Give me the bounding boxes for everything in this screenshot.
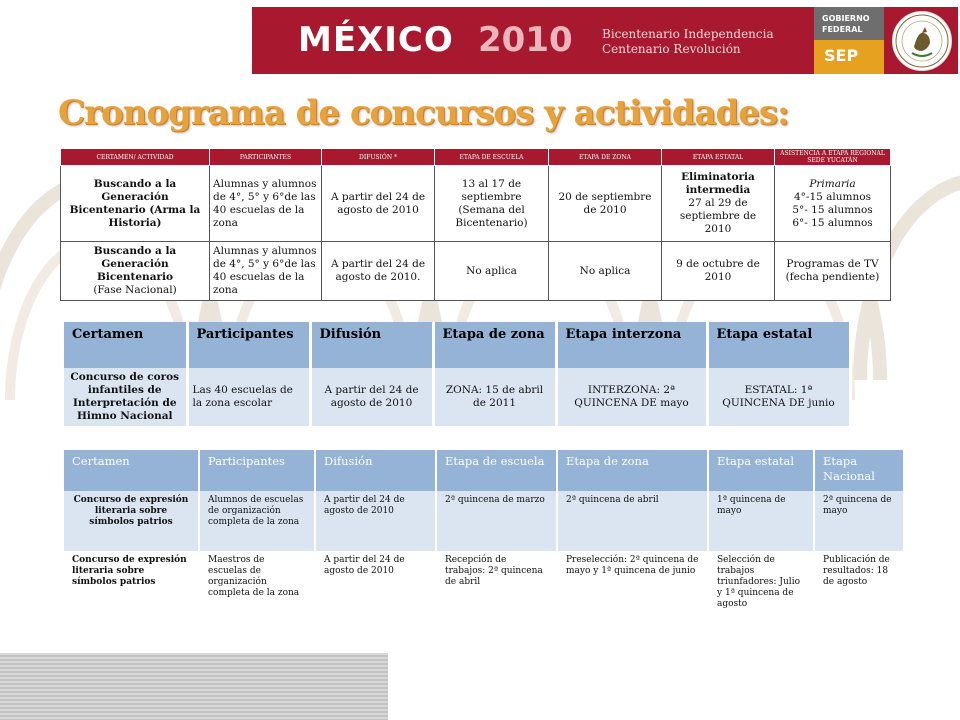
- column-header: CERTAMEN/ ACTIVIDAD: [61, 149, 210, 166]
- page-title: Cronograma de concursos y actividades:: [58, 93, 789, 133]
- banner-year-text: 2010: [478, 20, 573, 60]
- cell-line: 27 al 29 de septiembre de 2010: [679, 197, 757, 235]
- table-row: [64, 491, 904, 551]
- column-header: Etapa interzona: [556, 322, 707, 368]
- cell-line: Buscando a la Generación Bicentenario: [93, 245, 177, 283]
- table-cell: 20 de septiembre de 2010: [549, 166, 662, 242]
- table-cell: ZONA: 15 de abril de 2011: [433, 368, 556, 426]
- column-header: Certamen: [64, 450, 199, 491]
- national-seal-icon: [892, 11, 952, 71]
- table-cell: Las 40 escuelas de la zona escolar: [187, 368, 310, 426]
- table-cell: 9 de octubre de 2010: [662, 242, 775, 301]
- table-row: [64, 368, 850, 426]
- table-cell: A partir del 24 de agosto de 2010: [315, 491, 436, 551]
- column-header: Etapa de escuela: [436, 450, 557, 491]
- column-header: Difusión: [315, 450, 436, 491]
- table-cell: Preselección: 2ª quincena de mayo y 1ª quincena de junio: [557, 551, 708, 627]
- table-cell: Concurso de expresión literaria sobre símbolos patrios: [64, 551, 199, 627]
- cell-line: 6°- 15 alumnos: [792, 216, 873, 229]
- column-header: ETAPA DE ZONA: [549, 149, 662, 166]
- table-cell: 2ª quincena de abril: [557, 491, 708, 551]
- table-cell: A partir del 24 de agosto de 2010.: [322, 242, 435, 301]
- table-cell: Publicación de resultados: 18 de agosto: [814, 551, 904, 627]
- table-header-row: [64, 322, 850, 368]
- cell-line: Eliminatoria intermedia: [681, 171, 755, 196]
- table-cell: [61, 242, 210, 301]
- table-cell: A partir del 24 de agosto de 2010: [322, 166, 435, 242]
- table-cell: Buscando a la Generación Bicentenario (Arma la Historia): [61, 166, 210, 242]
- schedule-table-1: [60, 148, 891, 301]
- banner-line-1: Bicentenario Independencia: [602, 27, 774, 41]
- column-header: Participantes: [187, 322, 310, 368]
- sep-logo: SEP: [814, 40, 884, 74]
- table-cell: Alumnas y alumnos de 4°, 5° y 6°de las 40 escuelas de la zona: [210, 242, 322, 301]
- gov-line-2: FEDERAL: [822, 25, 863, 34]
- table-cell: Alumnos de escuelas de organización completa de la zona: [199, 491, 315, 551]
- column-header: Etapa estatal: [708, 450, 814, 491]
- table-cell: [775, 166, 891, 242]
- cell-line: Primaria: [809, 177, 856, 190]
- column-header: Certamen: [64, 322, 187, 368]
- schedule-table-2: [64, 322, 852, 426]
- cell-line: (Fase Nacional): [93, 284, 177, 296]
- header-banner: [252, 7, 958, 74]
- banner-line-2: Centenario Revolución: [602, 42, 741, 56]
- cell-line: 4°-15 alumnos: [794, 190, 871, 203]
- table-cell: A partir del 24 de agosto de 2010: [315, 551, 436, 627]
- table-row: [64, 551, 904, 627]
- table-cell: Programas de TV (fecha pendiente): [775, 242, 891, 301]
- table-cell: No aplica: [549, 242, 662, 301]
- table-cell: Concurso de coros infantiles de Interpretación de Himno Nacional: [64, 368, 187, 426]
- gov-line-1: GOBIERNO: [822, 14, 870, 23]
- table-cell: A partir del 24 de agosto de 2010: [310, 368, 433, 426]
- table-cell: 2ª quincena de mayo: [814, 491, 904, 551]
- column-header: PARTICIPANTES: [210, 149, 322, 166]
- table-header-row: [61, 149, 891, 166]
- column-header: Participantes: [199, 450, 315, 491]
- table-cell: Selección de trabajos triunfadores: Julio y 1ª quincena de agosto: [708, 551, 814, 627]
- column-header: ASISTENCIA A ETAPA REGIONAL SEDE YUCATÁN: [775, 149, 891, 166]
- banner-mexico-text: MÉXICO: [298, 20, 454, 60]
- table-cell: 13 al 17 de septiembre (Semana del Bicentenario): [435, 166, 549, 242]
- table-header-row: [64, 450, 904, 491]
- column-header: Etapa de zona: [433, 322, 556, 368]
- column-header: DIFUSIÓN *: [322, 149, 435, 166]
- bottom-stripe-decoration: [0, 653, 388, 720]
- gobierno-federal-logo: [814, 7, 884, 74]
- column-header: ETAPA ESTATAL: [662, 149, 775, 166]
- banner-subtitle: [602, 27, 774, 57]
- eagle-seal-icon: [894, 13, 950, 69]
- gobierno-federal-label: [814, 7, 884, 40]
- table-cell: ESTATAL: 1ª QUINCENA DE junio: [707, 368, 850, 426]
- table-cell: INTERZONA: 2ª QUINCENA DE mayo: [556, 368, 707, 426]
- column-header: ETAPA DE ESCUELA: [435, 149, 549, 166]
- table-row: [61, 166, 891, 242]
- column-header: Difusión: [310, 322, 433, 368]
- schedule-table-3: [64, 450, 905, 627]
- column-header: Etapa estatal: [707, 322, 850, 368]
- cell-line: 5°- 15 alumnos: [792, 203, 873, 216]
- table-cell: Maestros de escuelas de organización completa de la zona: [199, 551, 315, 627]
- table-cell: Concurso de expresión literaria sobre símbolos patrios: [64, 491, 199, 551]
- table-row: [61, 242, 891, 301]
- table-cell: No aplica: [435, 242, 549, 301]
- column-header: Etapa Nacional: [814, 450, 904, 491]
- table-cell: [662, 166, 775, 242]
- table-cell: 1ª quincena de mayo: [708, 491, 814, 551]
- table-cell: Alumnas y alumnos de 4°, 5° y 6°de las 40 escuelas de la zona: [210, 166, 322, 242]
- table-cell: Recepción de trabajos: 2ª quincena de abril: [436, 551, 557, 627]
- column-header: Etapa de zona: [557, 450, 708, 491]
- table-cell: 2ª quincena de marzo: [436, 491, 557, 551]
